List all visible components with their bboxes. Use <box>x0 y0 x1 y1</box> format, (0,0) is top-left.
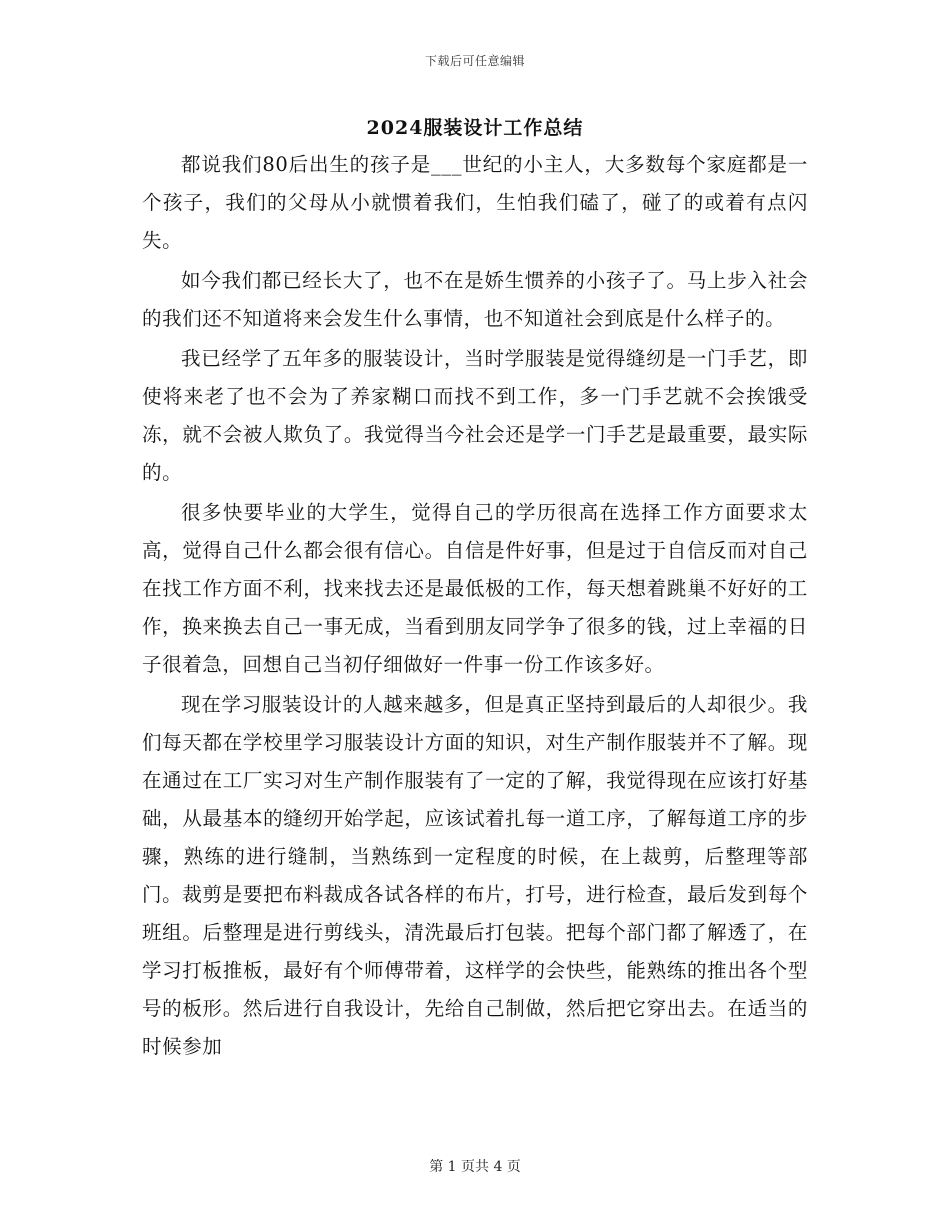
page-header-note: 下载后可任意编辑 <box>424 54 525 68</box>
paragraph: 很多快要毕业的大学生，觉得自己的学历很高在选择工作方面要求太高，觉得自己什么都会很有信心。自信是件好事，但是过于自信反而对自己在找工作方面不利，找来找去还是最低极的工作，每天想着跳巢不好好的工作，换来换去自己一事无成，当看到朋友同学争了很多的钱，过上幸福的日子很着急，回想自己当初仔细做好一件事一份工作该多好。 <box>142 501 808 676</box>
document-body <box>142 146 808 1068</box>
paragraph: 都说我们80后出生的孩子是___世纪的小主人，大多数每个家庭都是一个孩子，我们的父母从小就惯着我们，生怕我们磕了，碰了的或着有点闪失。 <box>142 153 808 252</box>
document-title: 2024服装设计工作总结 <box>366 117 584 139</box>
paragraph: 我已经学了五年多的服装设计，当时学服装是觉得缝纫是一门手艺，即使将来老了也不会为了养家糊口而找不到工作，多一门手艺就不会挨饿受冻，就不会被人欺负了。我觉得当今社会还是学一门手艺是最重要，最实际的。 <box>142 347 808 484</box>
paragraph: 如今我们都已经长大了，也不在是娇生惯养的小孩子了。马上步入社会的我们还不知道将来会发生什么事情，也不知道社会到底是什么样子的。 <box>142 269 808 330</box>
paragraph: 现在学习服装设计的人越来越多，但是真正坚持到最后的人却很少。我们每天都在学校里学习服装设计方面的知识，对生产制作服装并不了解。现在通过在工厂实习对生产制作服装有了一定的了解，我觉得现在应该打好基础，从最基本的缝纫开始学起，应该试着扎每一道工序，了解每道工序的步骤，熟练的进行缝制，当熟练到一定程度的时候，在上裁剪，后整理等部门。裁剪是要把布料裁成各试各样的布片，打号，进行检查，最后发到每个班组。后整理是进行剪线头，清洗最后打包装。把每个部门都了解透了，在学习打板推板，最好有个师傅带着，这样学的会快些，能熟练的推出各个型号的板形。然后进行自我设计，先给自己制做，然后把它穿出去。在适当的时候参加 <box>142 693 808 1058</box>
page-number: 第 1 页共 4 页 <box>429 1159 521 1175</box>
